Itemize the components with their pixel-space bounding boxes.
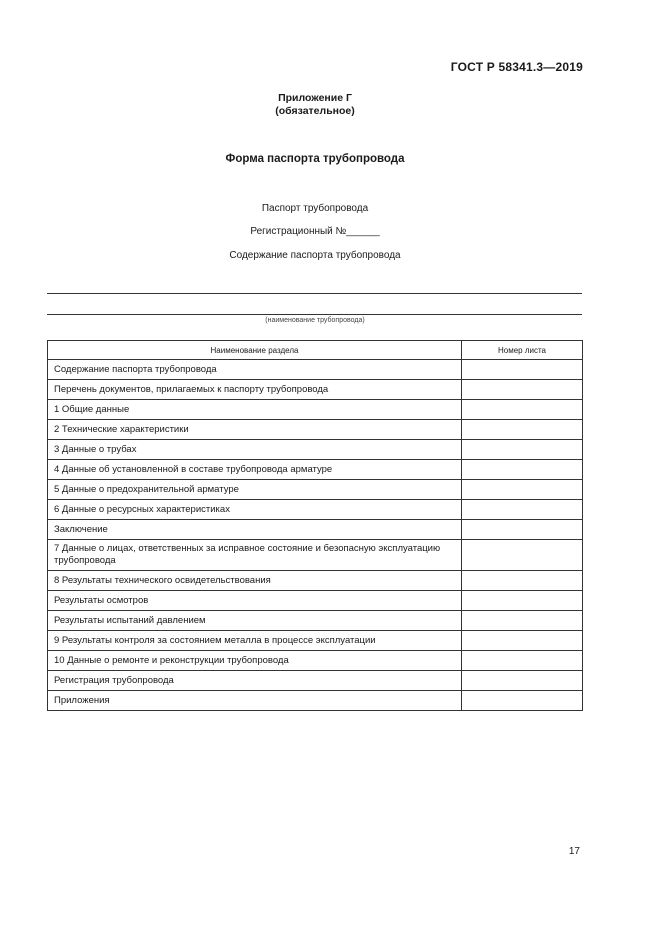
sheet-number-cell xyxy=(462,420,583,440)
sheet-number-cell xyxy=(462,380,583,400)
section-name-cell: Заключение xyxy=(48,520,462,540)
form-title: Форма паспорта трубопровода xyxy=(225,153,405,165)
registration-number-label: Регистрационный №______ xyxy=(250,226,380,237)
sheet-number-cell xyxy=(462,360,583,380)
page-number: 17 xyxy=(568,846,580,857)
appendix-title: Приложение Г xyxy=(278,92,352,104)
table-row xyxy=(48,520,583,540)
section-name-cell: 10 Данные о ремонте и реконструкции трубопровода xyxy=(48,651,462,671)
table-row xyxy=(48,400,583,420)
section-name-cell: 6 Данные о ресурсных характеристиках xyxy=(48,500,462,520)
appendix-subtitle: (обязательное) xyxy=(275,105,355,117)
sheet-number-cell xyxy=(462,671,583,691)
section-name-cell: Содержание паспорта трубопровода xyxy=(48,360,462,380)
section-name-cell: 5 Данные о предохранительной арматуре xyxy=(48,480,462,500)
sheet-number-cell xyxy=(462,540,583,571)
sheet-number-cell xyxy=(462,591,583,611)
table-row xyxy=(48,380,583,400)
table-row xyxy=(48,540,583,571)
table-row xyxy=(48,631,583,651)
passport-contents-label: Содержание паспорта трубопровода xyxy=(229,250,401,261)
table-row xyxy=(48,360,583,380)
sheet-number-cell xyxy=(462,460,583,480)
blank-line-1 xyxy=(47,293,582,294)
column-header-section-name: Наименование раздела xyxy=(48,341,462,360)
table-header-row xyxy=(48,341,583,360)
section-name-cell: 8 Результаты технического освидетельствования xyxy=(48,571,462,591)
sheet-number-cell xyxy=(462,571,583,591)
column-header-sheet-number: Номер листа xyxy=(462,341,583,360)
table-row xyxy=(48,671,583,691)
sheet-number-cell xyxy=(462,500,583,520)
section-name-cell: 7 Данные о лицах, ответственных за исправное состояние и безопасную эксплуатацию трубопровода xyxy=(48,540,462,571)
sheet-number-cell xyxy=(462,651,583,671)
section-name-cell: 1 Общие данные xyxy=(48,400,462,420)
sheet-number-cell xyxy=(462,520,583,540)
table-row xyxy=(48,480,583,500)
section-name-cell: 9 Результаты контроля за состоянием металла в процессе эксплуатации xyxy=(48,631,462,651)
sheet-number-cell xyxy=(462,631,583,651)
passport-label: Паспорт трубопровода xyxy=(261,203,369,214)
section-name-cell: Приложения xyxy=(48,691,462,711)
table-row xyxy=(48,651,583,671)
sheet-number-cell xyxy=(462,400,583,420)
table-row xyxy=(48,591,583,611)
appendix-heading xyxy=(47,92,583,118)
section-name-cell: Результаты испытаний давлением xyxy=(48,611,462,631)
section-name-cell: Перечень документов, прилагаемых к паспорту трубопровода xyxy=(48,380,462,400)
table-row xyxy=(48,440,583,460)
section-name-cell: 3 Данные о трубах xyxy=(48,440,462,460)
contents-table xyxy=(47,340,583,711)
sheet-number-cell xyxy=(462,611,583,631)
sheet-number-cell xyxy=(462,440,583,460)
section-name-cell: 4 Данные об установленной в составе трубопровода арматуре xyxy=(48,460,462,480)
pipeline-name-caption: (наименование трубопровода) xyxy=(265,317,365,324)
sheet-number-cell xyxy=(462,480,583,500)
section-name-cell: Регистрация трубопровода xyxy=(48,671,462,691)
table-row xyxy=(48,611,583,631)
table-row xyxy=(48,500,583,520)
blank-line-2 xyxy=(47,314,582,315)
section-name-cell: Результаты осмотров xyxy=(48,591,462,611)
document-code: ГОСТ Р 58341.3—2019 xyxy=(450,60,583,74)
table-row xyxy=(48,460,583,480)
table-row xyxy=(48,571,583,591)
section-name-cell: 2 Технические характеристики xyxy=(48,420,462,440)
sheet-number-cell xyxy=(462,691,583,711)
table-row xyxy=(48,420,583,440)
table-row xyxy=(48,691,583,711)
